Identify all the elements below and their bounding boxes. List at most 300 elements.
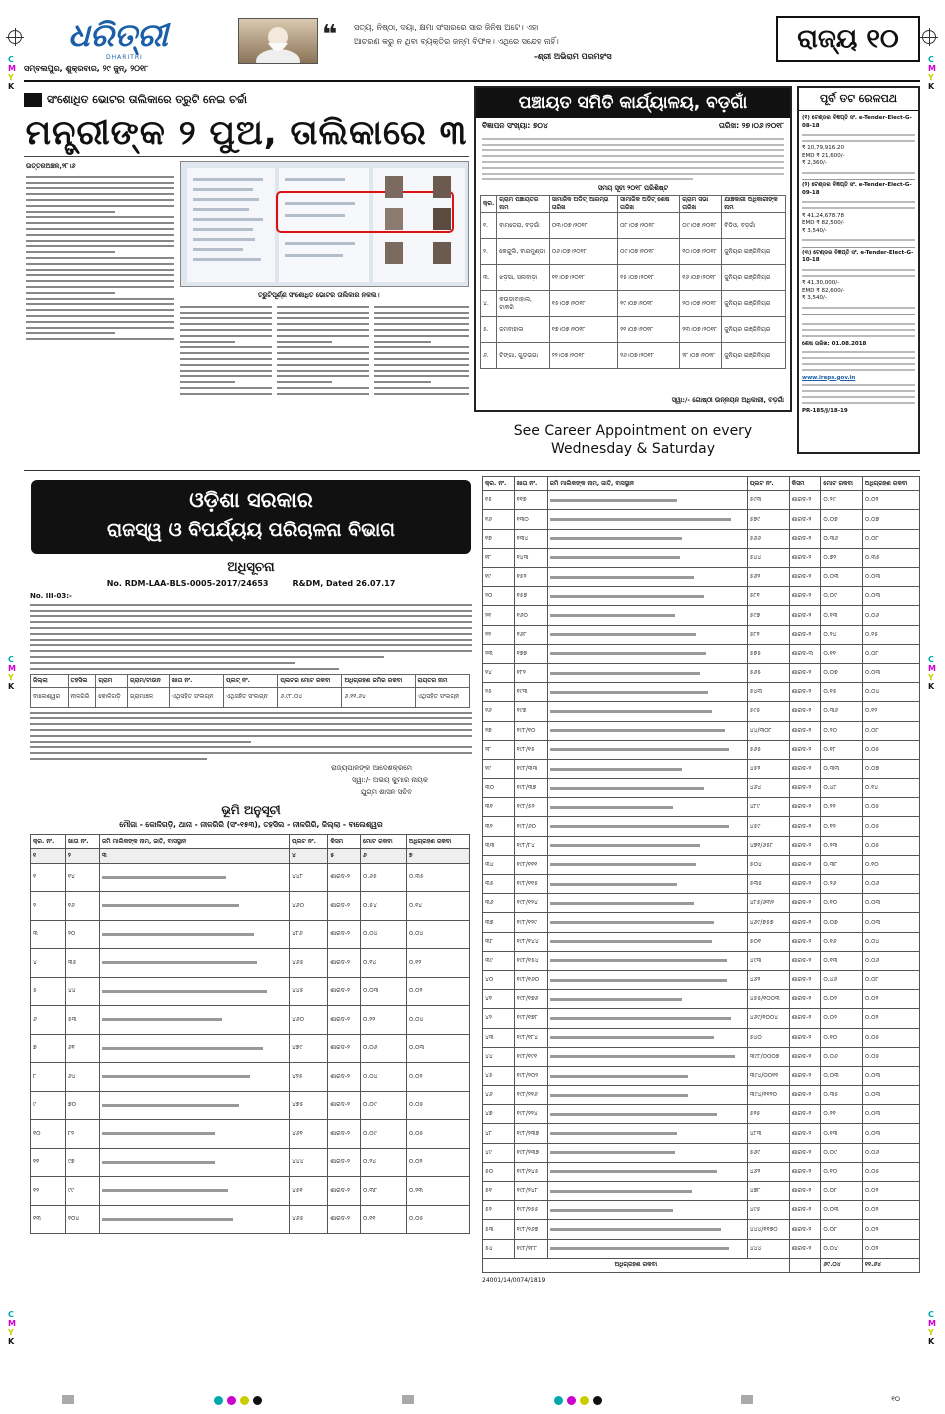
table-cell: ଶାରଦ-୨: [328, 1177, 361, 1206]
serial-cell: ୪: [31, 949, 66, 978]
table-cell: ୪୬୧: [289, 1120, 327, 1149]
panchayat-body-text: [476, 138, 790, 181]
table-cell: ୪୪୮: [289, 863, 327, 892]
table-row: [483, 1009, 920, 1028]
table-cell: ଶାରଦ-୨: [328, 1006, 361, 1035]
table-cell: ୦.୦୩: [862, 1086, 919, 1105]
table-cell: ୪୪୪/୧୧୭୦: [747, 1220, 789, 1239]
table-cell: ୫୮୧: [747, 587, 789, 606]
table-cell: ଜୁନିୟର ଇଞ୍ଜିନିୟର: [722, 265, 786, 291]
career-banner[interactable]: [474, 416, 792, 466]
serial-cell: ୫୪: [483, 1239, 515, 1258]
table-header: ଗ୍ରାମ ସଭା ତାରିଖ: [680, 196, 722, 213]
story-dateline: ଉତ୍ତରଅଞ୍ଚଳ,୨୮।୬: [26, 162, 76, 170]
table-cell: ୦.୪୮: [821, 779, 863, 798]
table-cell: ୩୯୪/୧୧୨୦: [747, 1086, 789, 1105]
table-cell: ଶାରଦ-୨: [789, 1009, 821, 1028]
table-header: ଅଧିଗ୍ରହଣ ଜମିର ରକବା: [342, 674, 415, 687]
table-row: [483, 587, 920, 606]
story-kicker: ସଂଶୋଧିତ ଭୋଟର ତାଲିକାରେ ତ୍ରୁଟି ନେଇ ଚର୍ଚ୍ଚା: [47, 93, 248, 106]
table-row: [483, 568, 920, 587]
owner-name-cell: [547, 548, 747, 567]
cmyk-strip: C M Y K: [928, 655, 936, 691]
table-cell: ଶାରଦ-୨: [789, 568, 821, 587]
registration-mark: [922, 30, 936, 44]
table-cell: ୧୫।୦୭।୨୦୧୮: [618, 265, 680, 291]
table-row: [481, 343, 786, 369]
table-cell: ୦.୩୮: [361, 1177, 407, 1206]
table-header: କିସମ: [328, 834, 361, 848]
khata-cell: ୧୯୮/୧୫୪: [514, 951, 547, 970]
table-cell: ୦.୦୨: [862, 990, 919, 1009]
serial-cell: ୮: [31, 1063, 66, 1092]
table-cell: ୪୪୪: [289, 1148, 327, 1177]
govt-ref: No. RDM-LAA-BLS-0005-2017/24653: [106, 579, 269, 588]
table-cell: ୦.୦୨: [406, 1063, 469, 1092]
table-cell: ୦.୦୫: [862, 1047, 919, 1066]
table-cell: ୦.୦୮: [862, 970, 919, 989]
table-cell: ଶାରଦ-୨: [789, 1239, 821, 1258]
khata-cell: ୧୯୮/୧୧୫: [514, 875, 547, 894]
table-cell: ଜୁନିୟର ଇଞ୍ଜିନିୟର: [722, 343, 786, 369]
table-row: [483, 951, 920, 970]
khata-cell: ୧୯୮/୧୨୯: [514, 913, 547, 932]
owner-name-cell: [547, 1009, 747, 1028]
table-row: [481, 265, 786, 291]
table-cell: ୪୮୩: [747, 1124, 789, 1143]
table-cell: ୦.୧୦: [821, 1162, 863, 1181]
serial-cell: ୩୬: [483, 894, 515, 913]
serial-cell: ୧୯: [483, 568, 515, 587]
table-cell: ୦.୦୬: [862, 951, 919, 970]
table-cell: ୪୭୯: [289, 1034, 327, 1063]
table-cell: ୦.୧୪: [361, 949, 407, 978]
khata-cell: ୧୬: [65, 892, 99, 921]
color-bar: [60, 1393, 900, 1405]
table-cell: ବାଲେଶ୍ୱର: [31, 687, 69, 707]
owner-name-cell: [547, 644, 747, 663]
khata-cell: ୧୯୮/୧୧୧: [514, 855, 547, 874]
table-cell: ୪୬୦: [289, 892, 327, 921]
owner-name-cell: [547, 529, 747, 548]
table-row: [483, 1143, 920, 1162]
owner-name-cell: [547, 625, 747, 644]
table-cell: ୦.୦୮: [821, 1182, 863, 1201]
table-cell: ୫୬୯: [747, 1143, 789, 1162]
table-cell: ୫୬୫: [747, 663, 789, 682]
table-header: ପ୍ଲଟ ନଂ.: [289, 834, 327, 848]
table-cell: ୦.୦୩: [862, 1066, 919, 1085]
table-cell: ୦.୩୬: [821, 529, 863, 548]
table-cell: ଶାରଦ-୨: [789, 606, 821, 625]
table-row: [483, 702, 920, 721]
quote-line-2: ଆଚରଣ କରୁ ନ ଥିବା ବ୍ୟକ୍ତିର ଜନ୍ମ ବିଫଳ। ଏଥିରେ ସନ୍ଦେହ ନାହିଁ।: [354, 37, 559, 46]
khata-cell: ୫୩: [65, 1006, 99, 1035]
serial-cell: ୩୪: [483, 855, 515, 874]
table-row: [31, 1148, 470, 1177]
table-cell: ୦.୧୨: [821, 817, 863, 836]
table-cell: ୩.: [481, 265, 497, 291]
total-right: ୧୧.୬୪: [862, 1258, 919, 1272]
table-cell: ୦.୦୪: [406, 1006, 469, 1035]
khata-cell: ୧୦୪: [65, 1205, 99, 1234]
table-cell: ୪୮୫/୬୩୨: [747, 894, 789, 913]
table-cell: ୦.୧୪: [862, 779, 919, 798]
table-cell: ୦.୦୨: [406, 977, 469, 1006]
tender-item: (୧) ଟେଣ୍ଡର ବିଜ୍ଞପ୍ତି ସଂ. e-Tender-Elect-G-08-18 ₹ 10,79,916.20 EMD ₹ 21,600/- ₹ 2,360/-: [802, 113, 915, 180]
table-cell: ଶାରଦ-୨: [328, 1091, 361, 1120]
table-row: [483, 932, 920, 951]
khata-cell: ୨୦: [65, 920, 99, 949]
table-cell: ଶାରଦ-୨: [789, 894, 821, 913]
tender-emd: 82,600/-: [821, 287, 845, 294]
khata-cell: ୧୭୭: [514, 644, 547, 663]
table-cell: ୦.୧୫: [821, 683, 863, 702]
table-cell: ୦.୧୧: [821, 644, 863, 663]
owner-name-cell: [99, 1063, 289, 1092]
table-header: ଅଧିଗ୍ରହଣ ରକବା: [862, 477, 919, 491]
table-cell: ଶାରଦ-୨: [328, 1148, 361, 1177]
signer-role: ରାଜ୍ୟପାଳଙ୍କ ଆଦେଶକ୍ରମେ: [331, 763, 412, 772]
serial-cell: ୩: [31, 920, 66, 949]
table-cell: ୦.୧୩: [821, 606, 863, 625]
schedule-continued: [482, 476, 920, 1304]
table-cell: ୦.୦୩: [361, 977, 407, 1006]
table-header: ଜମି ମାଲିକଙ୍କ ନାମ, ଜାତି, ବାସସ୍ଥାନ: [547, 477, 747, 491]
table-header: କ୍ର.: [481, 196, 497, 213]
serial-cell: ୩୧: [483, 798, 515, 817]
signer-title: ଯୁଗ୍ମ ଶାସନ ସଚିବ: [360, 787, 412, 796]
table-cell: ୦.୦୮: [862, 721, 919, 740]
owner-name-cell: [547, 1066, 747, 1085]
table-cell: ୦.୧୦: [862, 855, 919, 874]
table-header: ସାମାଜିକ ଅଡିଟ୍ ଆରମ୍ଭ ତାରିଖ: [549, 196, 617, 213]
table-cell: ଶାରଦ-୨: [328, 1034, 361, 1063]
table-cell: ୪୫୧: [289, 1177, 327, 1206]
table-cell: ୦.୫୪: [361, 892, 407, 921]
table-cell: ୦.୩୫: [406, 863, 469, 892]
khata-cell: ୧୯୮/୩୩: [514, 759, 547, 778]
table-row: [31, 892, 470, 921]
table-cell: ୦.୦୪: [361, 1063, 407, 1092]
khata-cell: ୧୯୮/୧୭୬: [514, 990, 547, 1009]
table-cell: ୨୮।୦୭।୨୦୧୮: [680, 343, 722, 369]
story-column-4: [374, 302, 469, 460]
table-cell: ୦.୦୩: [406, 1034, 469, 1063]
table-cell: ୧୬।୦୭।୨୦୧୮: [680, 265, 722, 291]
khata-cell: ୧୫୨: [514, 568, 547, 587]
serial-cell: ୧୫: [483, 491, 515, 510]
table-row: [483, 779, 920, 798]
table-header: ଖାତା ନଂ.: [65, 834, 99, 848]
table-cell: ୨୦।୦୭।୨୦୧୮: [680, 291, 722, 317]
khata-cell: ୧୯୮/୧୭୮: [514, 1009, 547, 1028]
table-cell: ୦.୦୬: [821, 1047, 863, 1066]
owner-name-cell: [547, 875, 747, 894]
panchayat-signature: ସ୍ୱା:/- ଗୋଷ୍ଠୀ ଉନ୍ନୟନ ଅଧିକାରୀ, ବଡ଼ଗାଁ: [671, 396, 784, 404]
khata-cell: ୧୯୮/୧୨୪: [514, 894, 547, 913]
serial-cell: ୨୨: [483, 625, 515, 644]
table-cell: ୦.୧୦: [821, 1028, 863, 1047]
khata-cell: ୭୦: [65, 1091, 99, 1120]
table-cell: ଶାରଦ-୨: [789, 702, 821, 721]
serial-cell: ୧୦: [31, 1120, 66, 1149]
column-number: ୪: [289, 849, 327, 863]
table-cell: ୦.୦୭: [821, 663, 863, 682]
table-cell: ୧୫।୦୭।୨୦୧୮: [549, 291, 617, 317]
table-cell: ୦.୦୨: [406, 1148, 469, 1177]
owner-name-cell: [547, 836, 747, 855]
khata-cell: ୧୯୭: [514, 702, 547, 721]
column-number: ୭: [406, 849, 469, 863]
owner-name-cell: [99, 977, 289, 1006]
table-cell: ୦.୭୨: [821, 548, 863, 567]
schedule-table-title: ସମୟ ସୂଚୀ ୨୦୧୮ ପରିଶିଷ୍ଟ: [597, 184, 669, 193]
khata-cell: ୧୯୮/୨୦୨: [514, 1066, 547, 1085]
table-cell: ୦.୦୭: [821, 913, 863, 932]
column-number: ୨: [65, 849, 99, 863]
table-cell: ୦.୩୫: [821, 1086, 863, 1105]
table-cell: ଶାରଦ-୨: [789, 913, 821, 932]
table-header: ଗ୍ରାମ: [96, 674, 128, 687]
table-row: [483, 683, 920, 702]
table-cell: ୦.୦୬: [361, 1034, 407, 1063]
khata-cell: ୧୯୮/୨୬୭: [514, 1220, 547, 1239]
notice-date: ତାରିଖ: ୨୭।୦୬।୨୦୧୮: [718, 121, 784, 130]
serial-cell: ୨୮: [483, 740, 515, 759]
table-cell: ୦.୦୪: [361, 920, 407, 949]
logo-sub: DHARITRI: [106, 54, 143, 61]
table-header: ମୋଟ ରକବା: [821, 477, 863, 491]
table-cell: ୪୬୦: [289, 1006, 327, 1035]
table-cell: ୫୪୦: [747, 1028, 789, 1047]
table-cell: ୦.୬୫: [361, 863, 407, 892]
table-cell: ୦.୨୯: [821, 491, 863, 510]
table-cell: ୪୪/୩୦୮: [747, 721, 789, 740]
table-cell: ୦.୦୮: [862, 529, 919, 548]
khata-cell: ୮୨: [65, 1120, 99, 1149]
table-cell: ୦.୧୩: [821, 951, 863, 970]
serial-cell: ୪୨: [483, 1009, 515, 1028]
table-row: [483, 1105, 920, 1124]
serial-cell: ୨: [31, 892, 66, 921]
table-cell: ୪୪୫: [289, 977, 327, 1006]
table-header: ଗ୍ରାମ ପଞ୍ଚାୟତର ନାମ: [497, 196, 549, 213]
table-row: [483, 970, 920, 989]
table-cell: ଶାରଦ-୨: [328, 949, 361, 978]
cmyk-strip: C M Y K: [928, 1310, 936, 1346]
khata-cell: ୧୯୮/୩୭: [514, 779, 547, 798]
table-cell: ୬.୧୧.୬୪: [342, 687, 415, 707]
khata-cell: ୧୯୮/୧୬୦: [514, 970, 547, 989]
khata-cell: ୬୪: [65, 1063, 99, 1092]
table-row: [483, 529, 920, 548]
table-cell: ୦.୩୬: [821, 702, 863, 721]
story-headline[interactable]: ମନ୍ତ୍ରୀଙ୍କ ୨ ପୁଅ, ତାଲିକାରେ ୩: [25, 113, 468, 153]
table-cell: ୪୭୮: [747, 1182, 789, 1201]
table-cell: ୧୭।୦୭।୨୦୧୮: [549, 317, 617, 343]
table-cell: ୧୦।୦୭।୨୦୧୮: [680, 239, 722, 265]
railway-ref: PR-185/J/18-19: [802, 407, 848, 414]
table-cell: ୦୮।୦୭।୨୦୧୮: [618, 213, 680, 239]
serial-cell: ୪୮: [483, 1124, 515, 1143]
table-row: [483, 990, 920, 1009]
khata-cell: ୧୯୮/୨୫୫: [514, 1201, 547, 1220]
table-cell: ୫୩୫: [747, 875, 789, 894]
table-cell: ୦୯।୦୭।୨୦୧୮: [618, 239, 680, 265]
table-cell: ୦.୦୯: [821, 587, 863, 606]
table-cell: ୦.୦୨: [862, 1239, 919, 1258]
khata-cell: ୩୫: [65, 949, 99, 978]
serial-cell: ୫୨: [483, 1201, 515, 1220]
serial-cell: ୨୦: [483, 587, 515, 606]
govt-summary-table: [30, 674, 470, 708]
table-cell: ୦.୦୫: [862, 836, 919, 855]
table-header: ଖାତା ନଂ.: [169, 674, 223, 687]
section-label: ରାଜ୍ୟ ୧୦: [776, 16, 920, 62]
owner-name-cell: [547, 759, 747, 778]
owner-name-cell: [547, 1201, 747, 1220]
table-cell: ୦.୦୨: [862, 1009, 919, 1028]
table-cell: ୦.୦୯: [361, 1091, 407, 1120]
table-row: [481, 291, 786, 317]
owner-name-cell: [547, 568, 747, 587]
table-row: [483, 491, 920, 510]
owner-name-cell: [547, 1162, 747, 1181]
khata-cell: ୧୯୮/୧୦: [514, 721, 547, 740]
table-row: [481, 213, 786, 239]
khata-cell: ୧୯୩: [514, 683, 547, 702]
serial-cell: ୪୧: [483, 990, 515, 1009]
table-row: [31, 1205, 470, 1234]
table-row: [31, 920, 470, 949]
serial-cell: ୪୫: [483, 1066, 515, 1085]
table-cell: ୦.୩୮: [821, 855, 863, 874]
table-row: [483, 625, 920, 644]
owner-name-cell: [99, 1177, 289, 1206]
table-cell: ଶାରଦ-୨: [789, 875, 821, 894]
table-cell: ୧୯।୦୭।୨୦୧୮: [618, 291, 680, 317]
table-row: [31, 1091, 470, 1120]
table-cell: ୦.୧୨: [862, 702, 919, 721]
serial-cell: ୪୬: [483, 1086, 515, 1105]
tender-emd: 82,500/-: [821, 220, 845, 227]
table-cell: ୧.: [481, 213, 497, 239]
table-cell: ଶାରଦ-୨: [789, 1162, 821, 1181]
cmyk-strip: C M Y K: [8, 1310, 16, 1346]
khata-cell: ୧୯୮/୧୪୪: [514, 932, 547, 951]
cmyk-strip: C M Y K: [928, 55, 936, 91]
table-cell: ୦.୨୪: [821, 625, 863, 644]
table-cell: ୨୩।୦୭।୨୦୧୮: [680, 317, 722, 343]
khata-cell: ୬୧: [65, 1034, 99, 1063]
table-cell: ଜୁନିୟର ଇଞ୍ଜିନିୟର: [722, 317, 786, 343]
table-row: [31, 1120, 470, 1149]
tender-cost: 41,24,678.78: [807, 212, 844, 219]
table-cell: ୦.୦୩: [821, 568, 863, 587]
table-row: [31, 1034, 470, 1063]
table-header: ଅଧିଗ୍ରହଣ ରକବା: [406, 834, 469, 848]
owner-name-cell: [547, 1220, 747, 1239]
table-cell: ୫୮୨: [747, 625, 789, 644]
table-cell: ୦.୦୪: [406, 920, 469, 949]
table-row: [483, 798, 920, 817]
table-header: କିସମ: [789, 477, 821, 491]
table-cell: ୪୫୫/୧୦୦୩: [747, 990, 789, 1009]
owner-name-cell: [99, 1148, 289, 1177]
masthead-rule: [24, 80, 920, 82]
table-cell: ୦.୦୩: [821, 1066, 863, 1085]
govt-notice: [24, 474, 478, 1304]
table-header: ଖାତା ନଂ.: [514, 477, 547, 491]
table-row: [483, 875, 920, 894]
table-cell: ୦.୨୧: [821, 1105, 863, 1124]
table-cell: ୩୯୮/୦୦୦୭: [747, 1047, 789, 1066]
serial-cell: ୫୦: [483, 1162, 515, 1181]
table-cell: ଝଡ଼ସା, ସଲବାଡ଼ା: [497, 265, 549, 291]
table-row: [483, 644, 920, 663]
serial-cell: ୪୯: [483, 1143, 515, 1162]
serial-cell: ୧୩: [31, 1205, 66, 1234]
table-cell: ୦.୦୪: [862, 932, 919, 951]
serial-cell: ୬: [31, 1006, 66, 1035]
khata-cell: ୧୯୮/୧୯୧: [514, 1047, 547, 1066]
owner-name-cell: [547, 1182, 747, 1201]
table-cell: ଶାରଦ-୨: [789, 1047, 821, 1066]
owner-name-cell: [99, 1034, 289, 1063]
serial-cell: ୩୮: [483, 932, 515, 951]
table-cell: ୫୦୪: [747, 855, 789, 874]
notice-number: ବିଜ୍ଞାପନ ସଂଖ୍ୟା: ୭୦୪: [482, 121, 548, 130]
table-row: [483, 836, 920, 855]
table-cell: ଶାରଦ-୨: [789, 970, 821, 989]
serial-cell: ୨୪: [483, 663, 515, 682]
table-row: [483, 1239, 920, 1258]
owner-name-cell: [99, 1120, 289, 1149]
owner-name-cell: [99, 949, 289, 978]
table-cell: ୦.୦୨: [862, 1201, 919, 1220]
logo[interactable]: ଧରିତ୍ରୀ: [68, 16, 168, 54]
table-cell: ୪୪୪: [747, 1239, 789, 1258]
table-cell: ୦୩।୦୭।୨୦୧୮: [549, 213, 617, 239]
table-cell: ୪୭୧/୬୫୮: [747, 836, 789, 855]
serial-cell: ୧: [31, 863, 66, 892]
story-column-3: [277, 302, 369, 460]
table-cell: ୦୯।୦୭।୨୦୧୮: [680, 213, 722, 239]
column-number: ୬: [361, 849, 407, 863]
table-cell: ୦.୦୭: [821, 510, 863, 529]
section-rule: [24, 470, 920, 471]
serial-cell: ୭: [31, 1034, 66, 1063]
table-row: [483, 1124, 920, 1143]
table-cell: ୫୬୬: [747, 529, 789, 548]
table-cell: ଶାରଦ-୨: [789, 798, 821, 817]
khata-cell: ୯୯: [65, 1177, 99, 1206]
table-cell: କଉଡ଼ାବାହାଲ, ଟାକରି: [497, 291, 549, 317]
owner-name-cell: [547, 510, 747, 529]
table-cell: ୫.: [481, 317, 497, 343]
cmyk-strip: C M Y K: [8, 55, 16, 91]
tender-item: (୨) ଟେଣ୍ଡର ବିଜ୍ଞପ୍ତି ସଂ. e-Tender-Elect-G-09-18 ₹ 41,24,678.78 EMD ₹ 82,500/- ₹ 3,540/-: [802, 180, 915, 247]
photo-caption: ତ୍ରୁଟିପୂର୍ଣ୍ଣ ସଂଶୋଧିତ ଭୋଟର ତାଲିକାର ନକଲ।: [258, 291, 380, 299]
table-header: ଜମି ମାଲିକଙ୍କ ନାମ, ଜାତି, ବାସସ୍ଥାନ: [99, 834, 289, 848]
serial-cell: ୧୭: [483, 529, 515, 548]
owner-name-cell: [547, 740, 747, 759]
serial-cell: ୪୭: [483, 1105, 515, 1124]
ireps-link[interactable]: www.ireps.gov.in: [802, 374, 856, 381]
table-cell: ୪୯୫: [747, 1201, 789, 1220]
serial-cell: ୪୪: [483, 1047, 515, 1066]
